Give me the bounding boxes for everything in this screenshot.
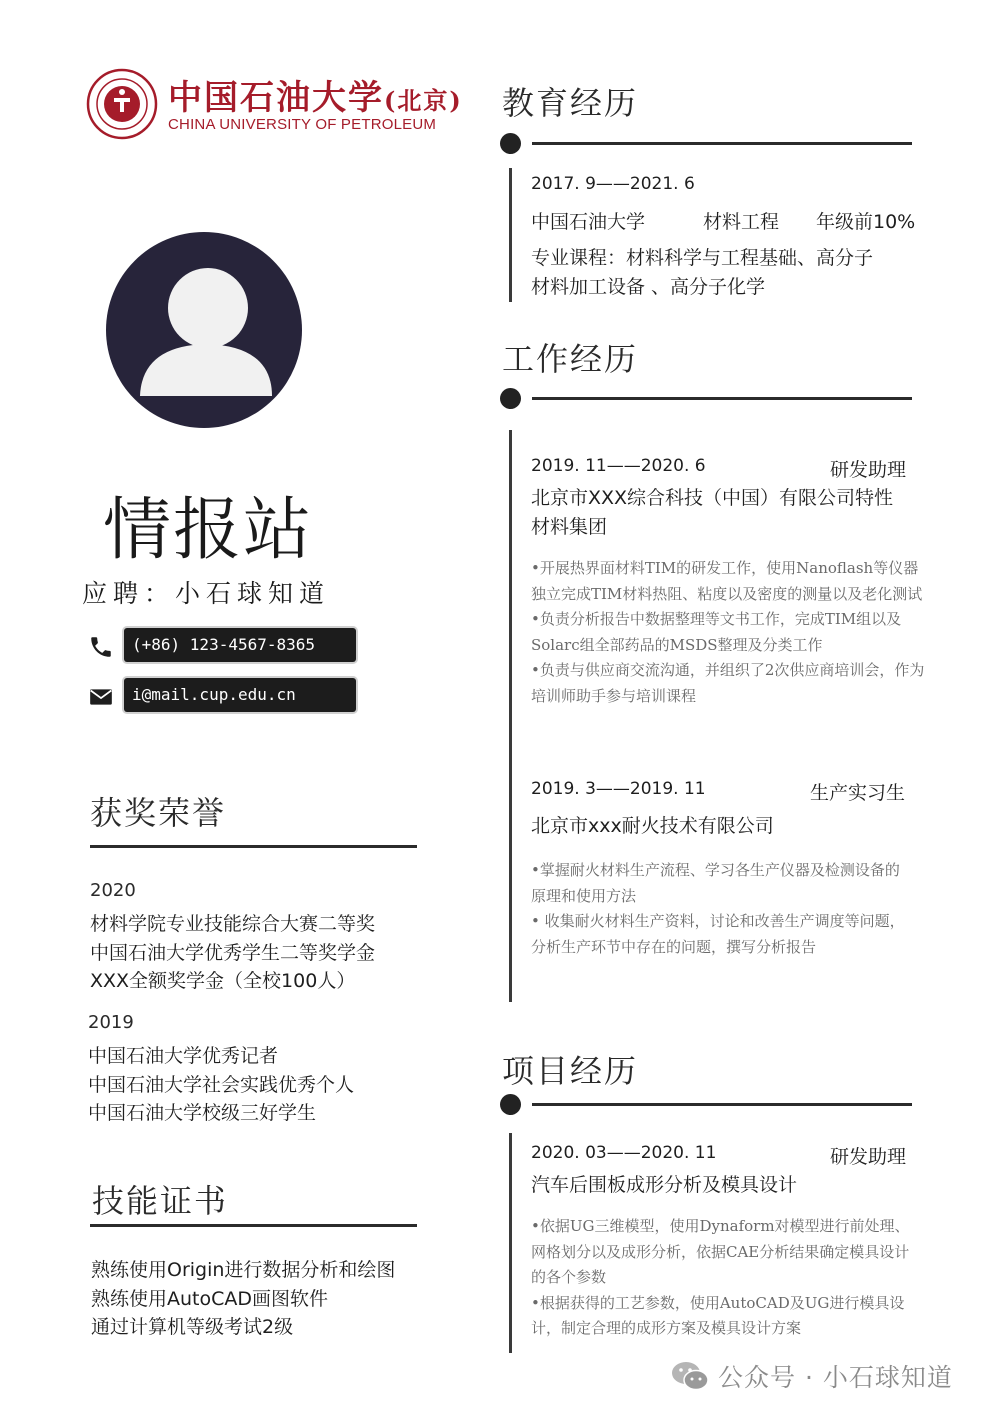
projects-title: 项目经历 bbox=[502, 1052, 639, 1090]
skills-divider bbox=[90, 1224, 417, 1227]
work-timeline bbox=[509, 430, 512, 1002]
project-name: 汽车后围板成形分析及模具设计 bbox=[531, 1174, 798, 1196]
education-school: 中国石油大学 bbox=[531, 211, 646, 233]
duty-item: •根据获得的工艺参数，使用AutoCAD及UG进行模具设计，制定合理的成形方案及模具设计方案 bbox=[531, 1293, 905, 1337]
company-line: 北京市XXX综合科技（中国）有限公司特性 bbox=[531, 487, 894, 509]
education-courses bbox=[531, 244, 873, 302]
phone-field[interactable]: (+86) 123-4567-8365 bbox=[124, 628, 356, 662]
award-item: XXX全额奖学金（全校100人） bbox=[90, 970, 356, 992]
project-date: 2020. 03——2020. 11 bbox=[531, 1143, 717, 1163]
email-field[interactable]: i@mail.cup.edu.cn bbox=[124, 678, 356, 712]
education-rank: 年级前10% bbox=[816, 211, 916, 233]
education-date: 2017. 9——2021. 6 bbox=[531, 174, 695, 194]
award-item: 中国石油大学校级三好学生 bbox=[88, 1102, 317, 1124]
job-company bbox=[531, 812, 774, 841]
university-name-en: CHINA UNIVERSITY OF PETROLEUM bbox=[168, 116, 437, 133]
job-duties bbox=[531, 556, 926, 709]
skill-item: 通过计算机等级考试2级 bbox=[91, 1316, 294, 1338]
section-bullet-icon bbox=[500, 1094, 521, 1115]
awards-divider bbox=[90, 845, 417, 848]
job-date: 2019. 11——2020. 6 bbox=[531, 456, 706, 476]
projects-timeline bbox=[509, 1133, 512, 1353]
award-list-2019 bbox=[88, 1042, 354, 1128]
user-silhouette-icon bbox=[106, 232, 302, 428]
course-line: 专业课程：材料科学与工程基础、高分子 bbox=[531, 247, 874, 269]
job-role: 生产实习生 bbox=[810, 782, 906, 804]
work-title: 工作经历 bbox=[502, 340, 639, 378]
watermark bbox=[670, 1356, 953, 1396]
duty-item: •依据UG三维模型，使用Dynaform对模型进行前处理、网格划分以及成形分析，依据CAE分析结果确定模具设计的各个参数 bbox=[531, 1217, 910, 1286]
award-year: 2020 bbox=[90, 880, 136, 901]
education-major: 材料工程 bbox=[703, 211, 780, 233]
duty-item: •负责分析报告中数据整理等文书工作，完成TIM组以及Solarc组全部药品的MSDS整理及分类工作 bbox=[531, 610, 902, 654]
duty-item: •负责与供应商交流沟通，并组织了2次供应商培训会，作为培训师助手参与培训课程 bbox=[531, 661, 925, 705]
course-line: 材料加工设备 、高分子化学 bbox=[531, 276, 766, 298]
company-line: 材料集团 bbox=[531, 516, 608, 538]
university-name-cn: 中国石油大学(北京) bbox=[168, 78, 463, 118]
phone-icon bbox=[88, 634, 114, 660]
job-role: 研发助理 bbox=[830, 459, 907, 481]
award-item: 材料学院专业技能综合大赛二等奖 bbox=[90, 913, 376, 935]
wechat-icon bbox=[670, 1358, 710, 1394]
skills-title: 技能证书 bbox=[92, 1182, 229, 1220]
applied-position: 应聘：小石球知道 bbox=[82, 579, 331, 608]
watermark-text: 公众号 · 小石球知道 bbox=[718, 1363, 953, 1392]
skill-item: 熟练使用Origin进行数据分析和绘图 bbox=[91, 1259, 396, 1281]
duty-item: •掌握耐火材料生产流程、学习各生产仪器及检测设备的原理和使用方法 bbox=[531, 861, 900, 905]
awards-title: 获奖荣誉 bbox=[90, 794, 227, 832]
education-divider bbox=[532, 142, 912, 145]
job-company bbox=[531, 484, 893, 542]
award-item: 中国石油大学社会实践优秀个人 bbox=[88, 1073, 355, 1096]
skill-item: 熟练使用AutoCAD画图软件 bbox=[91, 1287, 329, 1310]
project-duties bbox=[531, 1214, 916, 1342]
skills-list bbox=[91, 1256, 395, 1342]
projects-divider bbox=[532, 1103, 912, 1106]
job-duties bbox=[531, 858, 911, 960]
project-role: 研发助理 bbox=[830, 1146, 907, 1168]
avatar bbox=[106, 232, 302, 428]
university-seal-icon bbox=[86, 68, 158, 140]
award-item: 中国石油大学优秀记者 bbox=[88, 1045, 279, 1067]
envelope-icon bbox=[88, 684, 114, 710]
duty-item: •开展热界面材料TIM的研发工作，使用Nanoflash等仪器独立完成TIM材料热阻、粘度以及密度的测量以及老化测试 bbox=[531, 559, 923, 603]
company-line: 北京市xxx耐火技术有限公司 bbox=[531, 815, 774, 837]
award-item: 中国石油大学优秀学生二等奖学金 bbox=[90, 941, 376, 964]
candidate-name: 情报站 bbox=[103, 491, 314, 570]
job-date: 2019. 3——2019. 11 bbox=[531, 779, 706, 799]
education-title: 教育经历 bbox=[502, 84, 639, 122]
education-timeline bbox=[509, 168, 512, 302]
award-year: 2019 bbox=[88, 1012, 134, 1033]
award-list-2020 bbox=[90, 910, 375, 996]
section-bullet-icon bbox=[500, 388, 521, 409]
section-bullet-icon bbox=[500, 133, 521, 154]
duty-item: • 收集耐火材料生产资料，讨论和改善生产调度等问题，分析生产环节中存在的问题，撰写分析报告 bbox=[531, 912, 905, 956]
work-divider bbox=[532, 397, 912, 400]
